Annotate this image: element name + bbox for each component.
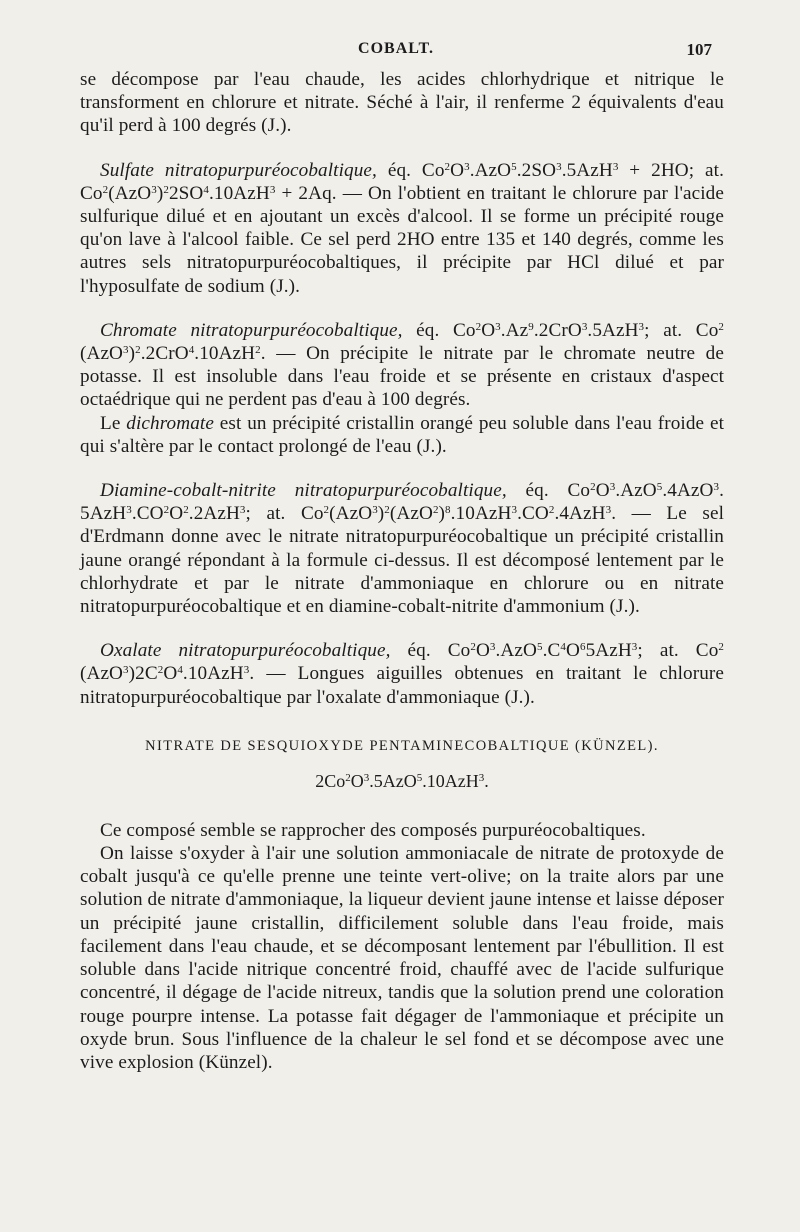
section-heading: NITRATE DE SESQUIOXYDE PENTAMINECOBALTIQUE (KÜNZEL). [145, 737, 659, 754]
paragraph-preparation: On laisse s'oxyder à l'air une solution ammoniacale de nitrate de protoxyde de cobalt jusqu'à ce qu'elle prenne une teinte vert-olive; on la traite alors par une solution de nitrate d'ammoniaque, la liqueur devient jaune intense et laisse déposer un précipité jaune cristallin, difficilement soluble dans l'eau froide, mais facilement dans l'eau chaude, et se décomposant lentement par l'ébullition. Il est soluble dans l'acide nitrique concentré froid, chauffé avec de l'acide sulfurique concentré, il dégage de l'acide nitreux, tandis que la solution prend une coloration rouge pourpre intense. La potasse fait dégager de l'ammoniaque et précipite un oxyde brun. Sous l'influence de la chaleur le sel fond et se décompose avec une vive explosion (Künzel). [80, 843, 724, 1073]
running-title: COBALT. [358, 40, 434, 57]
paragraph-diamine: Diamine-cobalt-nitrite nitratopurpuréocobaltique, éq. $Co^2O^3.AzO^5.4AzO^3$. $5AzH^3.CO^2O^2.2AzH^3$; at. $Co^2(AzO^3)^2(AzO^2)^8.10AzH^3.CO^2.4AzH^3$. — Le sel d'Erdmann donne avec le nitrate nitratopurpuréocobaltique un précipité cristallin jaune orangé répondant à la formule ci-dessus. Il est décomposé lentement par le chlorhydrate et par le nitrate d'ammoniaque en chlorure ou en nitrate nitratopurpuréocobaltique et en diamine-cobalt-nitrite d'ammonium (J.). [80, 480, 725, 618]
paragraph-intro: Ce composé semble se rapprocher des composés purpuréocobaltiques. [100, 819, 646, 841]
paragraph-sulfate: Sulfate nitratopurpuréocobaltique, éq. $Co^2O^3.AzO^5.2SO^3.5AzH^3 + 2HO$; at. $Co^2(AzO^3)^22SO^4.10AzH^3 + 2Aq$. — On l'obtient en traitant le chlorure par l'acide sulfurique dilué et en ajoutant un excès d'alcool. Il se forme un précipité rouge qu'on lave à l'alcool faible. Ce sel perd 2HO entre 135 et 140 degrés, comme les autres sels nitratopurpuréocobaltiques, il précipite par HCl dilué et par l'hyposulfate de sodium (J.). [80, 159, 724, 297]
compound-name: dichromate [126, 412, 214, 434]
page-number: 107 [686, 40, 712, 59]
paragraph-chromate: Chromate nitratopurpuréocobaltique, éq. $Co^2O^3.Az^9.2CrO^3.5AzH^3$; at. Co$^2$ $(AzO^3)^2.2CrO^4.10AzH^2$. — On précipite le nitrate par le chromate neutre de potasse. Il est insoluble dans l'eau froide et se présente en cristaux d'aspect octaédrique qui ne perdent pas d'eau à 100 degrés. [80, 319, 724, 411]
page-body [80, 68, 724, 1074]
compound-title: Oxalate nitratopurpuréocobaltique, [100, 640, 391, 662]
paragraph-continuation: se décompose par l'eau chaude, les acides chlorhydrique et nitrique le transforment en chlorure et nitrate. Séché à l'air, il renferme 2 équivalents d'eau qu'il perd à 100 degrés (J.). [80, 69, 724, 137]
formula: $2Co^2O^3.5AzO^5.10AzH^3$. [315, 770, 489, 791]
paragraph-oxalate: Oxalate nitratopurpuréocobaltique, éq. $Co^2O^3.AzO^5.C^4O^65AzH^3$; at. Co$^2$ $(AzO^3)2C^2O^4.10AzH^3$. — Longues aiguilles obtenues en traitant le chlorure nitratopurpuréocobaltique par l'oxalate d'ammoniaque (J.). [80, 640, 725, 708]
compound-title: Chromate nitratopurpuréocobaltique, [100, 319, 403, 341]
compound-title: Diamine-cobalt-nitrite nitratopurpuréocobaltique, [100, 480, 507, 502]
compound-title: Sulfate nitratopurpuréocobaltique, [100, 159, 377, 181]
page-header [80, 40, 712, 66]
paragraph-dichromate: Le dichromate est un précipité cristallin orangé peu soluble dans l'eau froide et qui s'altère par le contact prolongé de l'eau (J.). [80, 412, 724, 457]
